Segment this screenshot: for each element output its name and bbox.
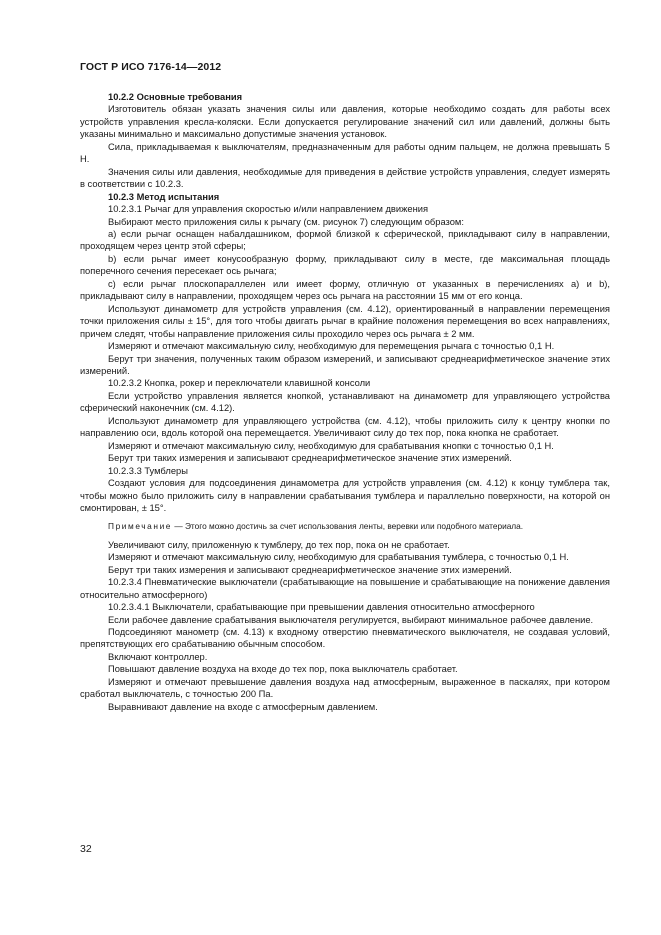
page-number: 32: [80, 843, 92, 855]
note: [80, 520, 610, 532]
list-item-b: b) если рычаг имеет конусообразную форму, прикладывают силу в месте, где максимальная площадь поперечного сечения пересекает ось рычага;: [80, 253, 610, 277]
paragraph: Если рабочее давление срабатывания выключателя регулируется, выбирают минимальное рабочее давление.: [108, 614, 594, 625]
paragraph: Выравнивают давление на входе с атмосферным давлением.: [108, 701, 378, 712]
subsection-heading: 10.2.3.2 Кнопка, рокер и переключатели клавишной консоли: [108, 378, 371, 389]
subsection-heading: 10.2.3.3 Тумблеры: [108, 465, 188, 476]
subsection-heading: 10.2.3.4.1 Выключатели, срабатывающие при превышении давления относительно атмосферного: [108, 602, 535, 613]
list-item-a: a) если рычаг оснащен набалдашником, формой близкой к сферической, прикладывают силу в направлении, проходящем через центр этой сферы;: [80, 228, 610, 252]
paragraph: Измеряют и отмечают максимальную силу, необходимую для срабатывания тумблера, с точностью 0,1 Н.: [108, 552, 569, 563]
section-heading-10-2-2: 10.2.2 Основные требования: [108, 92, 243, 102]
paragraph: Повышают давление воздуха на входе до тех пор, пока выключатель сработает.: [108, 664, 458, 675]
paragraph: Берут три значения, полученных таким образом измерений, и записывают среднеарифметическое значение этих измерений.: [80, 353, 610, 376]
list-item-c: c) если рычаг плоскопараллелен или имеет форму, отличную от указанных в перечислениях a) и b), прикладывают силу в направлении, проходящем через ось рычага на расстоянии 15 мм от его конца.: [80, 278, 610, 302]
note-text: — Этого можно достичь за счет использования ленты, веревки или подобного материала.: [172, 521, 524, 532]
standard-header: ГОСТ Р ИСО 7176-14—2012: [80, 61, 222, 73]
paragraph: Используют динамометр для управляющего устройства (см. 4.12), чтобы приложить силу к центру кнопки по направлению оси, вдоль которой она перемещается. Увеличивают силу до тех пор, пока кнопка не сработает.: [80, 415, 610, 439]
paragraph: Создают условия для подсоединения динамометра для устройств управления (см. 4.12) к концу тумблера так, чтобы можно было приложить силу в направлении срабатывания тумблера и параллельно поверхности, на которой он смонтирован, ± 15°.: [80, 478, 610, 513]
note-label: Примечание: [108, 521, 173, 532]
paragraph: Используют динамометр для устройств управления (см. 4.12), ориентированный в направлении перемещения точки приложения силы ± 15°, для того чтобы двигать рычаг в крайние положения перемещения во всех направлениях, причем следят, чтобы направление приложения силы проходило через ось рычага ± 2 мм.: [80, 303, 610, 339]
paragraph: Берут три таких измерения и записывают среднеарифметическое значение этих измерений.: [108, 453, 512, 464]
paragraph: Сила, прикладываемая к выключателям, предназначенным для работы одним пальцем, не должна превышать 5 Н.: [80, 141, 610, 165]
paragraph: Если устройство управления является кнопкой, устанавливают на динамометр для управляющего устройства сферический наконечник (см. 4.12).: [80, 390, 610, 414]
subsection-heading: 10.2.3.4 Пневматические выключатели (срабатывающие на повышение и срабатывающие на понижение давления относительно атмосферного): [80, 577, 610, 600]
paragraph: Измеряют и отмечают максимальную силу, необходимую для срабатывания кнопки с точностью 0,1 Н.: [108, 440, 554, 451]
paragraph: Включают контроллер.: [108, 651, 208, 662]
paragraph: Увеличивают силу, приложенную к тумблеру, до тех пор, пока он не сработает.: [108, 539, 450, 550]
section-heading-10-2-3: 10.2.3 Метод испытания: [108, 191, 220, 202]
paragraph: Берут три таких измерения и записывают среднеарифметическое значение этих измерений.: [108, 564, 512, 575]
paragraph: Измеряют и отмечают максимальную силу, необходимую для перемещения рычага с точностью 0,1 Н.: [108, 341, 555, 352]
paragraph: Изготовитель обязан указать значения силы или давления, которые необходимо создать для работы всех устройств управления кресла-коляски. Если допускается регулирование значений сил или давлений, должны быть указаны минимально и максимально допустимые значения установок.: [80, 104, 610, 140]
paragraph: Значения силы или давления, необходимые для приведения в действие устройств управления, следует измерять в соответствии с 10.2.3.: [80, 166, 610, 190]
subsection-heading: 10.2.3.1 Рычаг для управления скоростью и/или направлением движения: [108, 204, 429, 215]
paragraph: Измеряют и отмечают превышение давления воздуха над атмосферным, выраженное в паскалях, при котором сработал выключатель, с точностью 200 Па.: [80, 676, 610, 700]
paragraph: Выбирают место приложения силы к рычагу (см. рисунок 7) следующим образом:: [108, 216, 464, 227]
paragraph: Подсоединяют манометр (см. 4.13) к входному отверстию пневматического выключателя, не создавая условий, препятствующих его срабатыванию обычным способом.: [80, 627, 610, 650]
document-body: [80, 91, 610, 713]
